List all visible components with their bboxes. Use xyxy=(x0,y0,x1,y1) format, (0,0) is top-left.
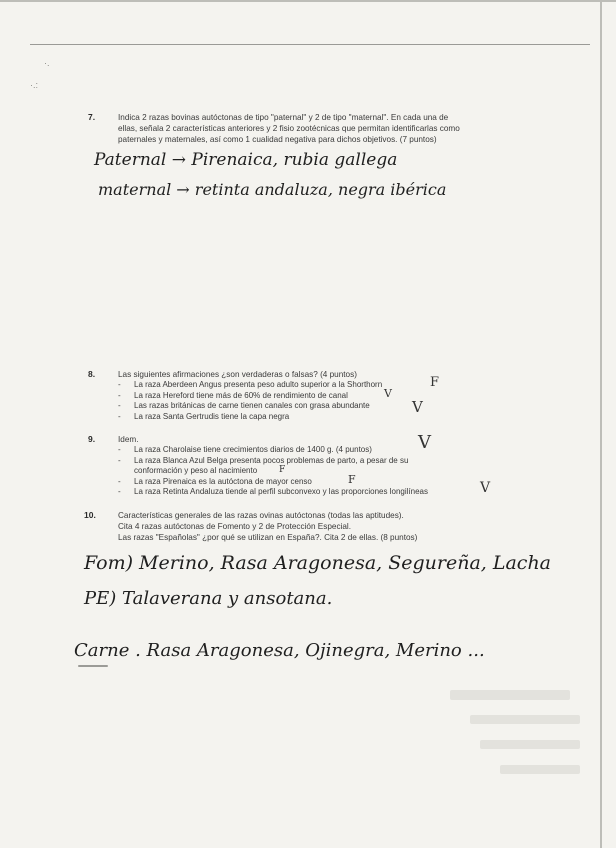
handwritten-answer: Paternal → Pirenaica, rubia gallega xyxy=(94,150,398,170)
question-number: 9. xyxy=(88,434,96,444)
question-text xyxy=(118,112,518,145)
question-intro: Las siguientes afirmaciones ¿son verdaderas o falsas? (4 puntos) xyxy=(118,370,357,379)
answer-mark: F xyxy=(348,473,356,486)
statement-item: - La raza Charolaise tiene crecimientos diarios de 1400 g. (4 puntos) xyxy=(118,445,428,456)
statement-item: - La raza Santa Gertrudis tiene la capa negra xyxy=(118,412,382,423)
bleed-through xyxy=(480,740,580,749)
question-line: paternales y maternales, así como 1 cualidad negativa para dichos objetivos. (7 puntos) xyxy=(118,135,437,144)
bleed-through xyxy=(450,690,570,700)
question-line: ellas, señala 2 características anteriores y 2 fisio zootécnicas que permitan identificarlas como xyxy=(118,124,460,133)
statement-list xyxy=(118,380,382,422)
scan-speck: ·. xyxy=(44,58,50,68)
question-line: Cita 4 razas autóctonas de Fomento y 2 de Protección Especial. xyxy=(118,522,352,531)
statement-item: - La raza Retinta Andaluza tiende al perfil subconvexo y las proporciones longilíneas xyxy=(118,487,428,498)
bleed-through xyxy=(470,715,580,724)
question-number: 8. xyxy=(88,369,96,379)
question-text xyxy=(118,510,518,543)
answer-mark: V xyxy=(412,398,423,416)
question-number: 7. xyxy=(88,112,96,122)
scan-edge-top xyxy=(0,0,616,2)
header-rule xyxy=(30,44,590,45)
scan-edge-right xyxy=(600,0,602,848)
question-line: Indica 2 razas bovinas autóctonas de tipo "paternal" y 2 de tipo "maternal". En cada una de xyxy=(118,113,449,122)
answer-mark: V xyxy=(418,432,431,453)
statement-list xyxy=(118,445,428,498)
handwritten-answer: PE) Talaverana y ansotana. xyxy=(84,588,333,609)
underline-stroke xyxy=(78,665,108,667)
question-number: 10. xyxy=(84,510,96,520)
statement-item: - La raza Aberdeen Angus presenta peso adulto superior a la Shorthorn xyxy=(118,380,382,391)
statement-item-continued: conformación y peso al nacimiento xyxy=(134,466,258,476)
question-intro: Idem. xyxy=(118,435,139,444)
statement-item: - Las razas británicas de carne tienen canales con grasa abundante xyxy=(118,401,382,412)
answer-mark: V xyxy=(480,480,491,496)
handwritten-answer: Carne . Rasa Aragonesa, Ojinegra, Merino ... xyxy=(74,640,485,661)
statement-item: - La raza Hereford tiene más de 60% de rendimiento de canal xyxy=(118,391,382,402)
answer-mark: V xyxy=(384,387,392,400)
scan-speck: ·.: xyxy=(30,80,38,90)
handwritten-answer: Fom) Merino, Rasa Aragonesa, Segureña, Lacha xyxy=(84,552,552,574)
statement-item: - La raza Pirenaica es la autóctona de mayor censo xyxy=(118,477,428,488)
bleed-through xyxy=(500,765,580,774)
statement-item: - La raza Blanca Azul Belga presenta pocos problemas de parto, a pesar de su xyxy=(118,456,428,467)
handwritten-answer: maternal → retinta andaluza, negra ibérica xyxy=(98,180,447,199)
question-line: Las razas "Españolas" ¿por qué se utilizan en España?. Cita 2 de ellas. (8 puntos) xyxy=(118,533,418,542)
answer-mark: F xyxy=(279,465,286,475)
question-line: Características generales de las razas ovinas autóctonas (todas las aptitudes). xyxy=(118,511,404,520)
answer-mark: F xyxy=(430,375,440,390)
